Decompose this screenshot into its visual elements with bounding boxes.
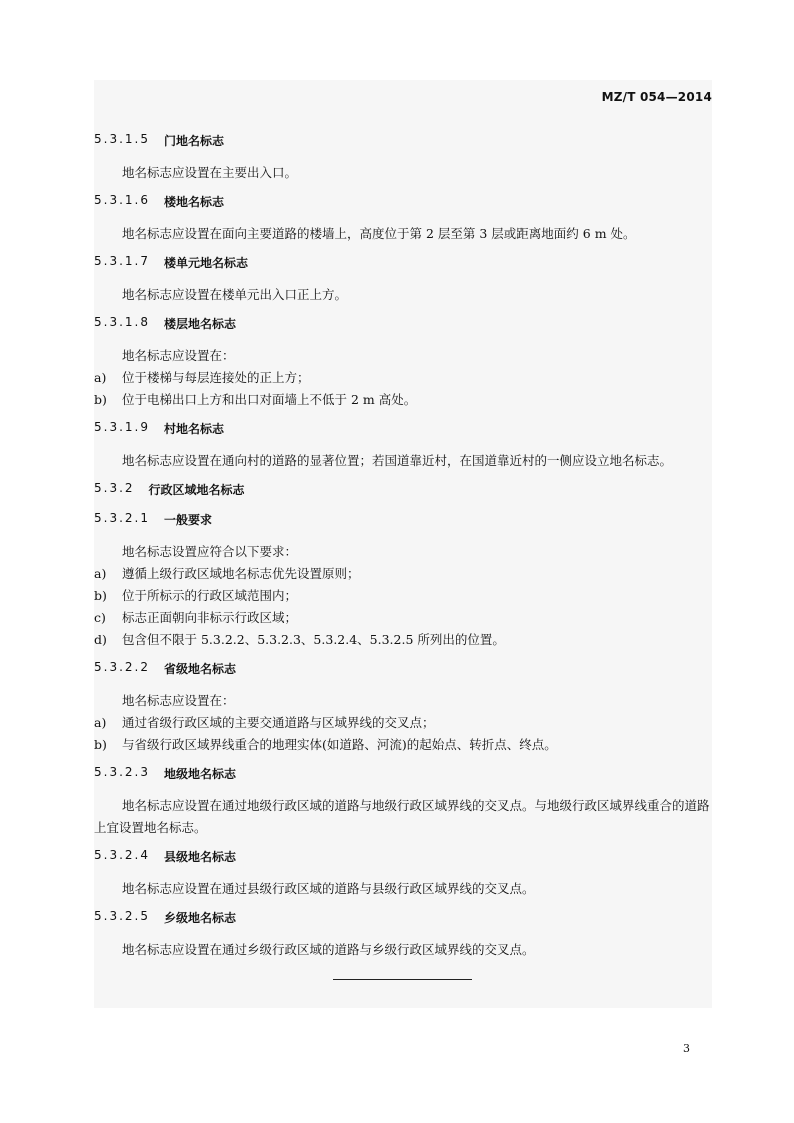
requirement-list	[94, 367, 718, 420]
list-marker: b)	[94, 392, 107, 407]
section-heading	[94, 511, 718, 541]
document-code: MZ/T 054—2014	[601, 90, 712, 104]
section-number: 5.3.1.8	[94, 315, 150, 329]
list-text: 位于楼梯与每层连接处的正上方；	[122, 370, 310, 385]
list-marker: d)	[94, 632, 107, 647]
section-number: 5.3.2.4	[94, 848, 150, 862]
requirement-list	[94, 563, 718, 660]
section-heading	[94, 481, 718, 511]
section-heading	[94, 660, 718, 690]
section-number: 5.3.2.1	[94, 511, 150, 525]
section-heading	[94, 315, 718, 345]
section-title: 乡级地名标志	[163, 911, 236, 925]
section-heading	[94, 909, 718, 939]
list-marker: a)	[94, 715, 107, 730]
section-paragraph: 地名标志应设置在通过县级行政区域的道路与县级行政区域界线的交叉点。	[122, 881, 535, 896]
list-text: 标志正面朝向非标示行政区域；	[122, 610, 298, 625]
list-item	[94, 607, 718, 629]
section-number: 5.3.1.9	[94, 420, 150, 434]
section-heading	[94, 420, 718, 450]
section-intro: 地名标志应设置在：	[122, 348, 235, 363]
section-heading	[94, 254, 718, 284]
section-intro: 地名标志应设置在：	[122, 693, 235, 708]
list-item	[94, 734, 718, 756]
list-marker: b)	[94, 588, 107, 603]
list-text: 与省级行政区域界线重合的地理实体(如道路、河流)的起始点、转折点、终点。	[122, 737, 557, 752]
list-text: 遵循上级行政区域地名标志优先设置原则；	[122, 566, 360, 581]
section-number: 5.3.2	[94, 481, 135, 495]
list-item	[94, 629, 718, 651]
section-number: 5.3.2.5	[94, 909, 150, 923]
section-paragraph: 地名标志应设置在通过乡级行政区域的道路与乡级行政区域界线的交叉点。	[122, 942, 535, 957]
list-marker: c)	[94, 610, 106, 625]
section-title: 门地名标志	[163, 134, 224, 148]
section-number: 5.3.2.3	[94, 765, 150, 779]
section-paragraph: 地名标志应设置在楼单元出入口正上方。	[122, 287, 348, 302]
section-paragraph: 地名标志应设置在面向主要道路的楼墙上，高度位于第 2 层至第 3 层或距离地面约 6 m 处。	[122, 226, 636, 241]
page-number: 3	[683, 1042, 690, 1055]
section-title: 楼层地名标志	[163, 317, 236, 331]
section-heading	[94, 193, 718, 223]
section-title: 省级地名标志	[163, 662, 236, 676]
list-marker: a)	[94, 370, 107, 385]
section-title: 县级地名标志	[163, 850, 236, 864]
section-title: 一般要求	[163, 513, 212, 527]
section-title: 村地名标志	[163, 422, 224, 436]
section-intro: 地名标志设置应符合以下要求：	[122, 544, 298, 559]
end-divider	[333, 979, 472, 980]
list-marker: a)	[94, 566, 107, 581]
section-number: 5.3.1.7	[94, 254, 150, 268]
list-item	[94, 585, 718, 607]
list-text: 位于电梯出口上方和出口对面墙上不低于 2 m 高处。	[122, 392, 417, 407]
section-title: 楼单元地名标志	[163, 256, 248, 270]
section-number: 5.3.1.5	[94, 132, 150, 146]
section-heading	[94, 132, 718, 162]
list-marker: b)	[94, 737, 107, 752]
section-title: 行政区域地名标志	[148, 483, 245, 497]
section-paragraph: 地名标志应设置在通向村的道路的显著位置；若国道靠近村，在国道靠近村的一侧应设立地名标志。	[122, 453, 673, 468]
document-body	[94, 132, 718, 970]
section-number: 5.3.2.2	[94, 660, 150, 674]
section-number: 5.3.1.6	[94, 193, 150, 207]
section-heading	[94, 765, 718, 795]
section-title: 地级地名标志	[163, 767, 236, 781]
list-text: 位于所标示的行政区域范围内；	[122, 588, 298, 603]
section-paragraph: 地名标志应设置在主要出入口。	[122, 165, 298, 180]
list-text: 通过省级行政区域的主要交通道路与区域界线的交叉点；	[122, 715, 435, 730]
list-item	[94, 389, 718, 411]
section-title: 楼地名标志	[163, 195, 224, 209]
list-item	[94, 367, 718, 389]
list-item	[94, 712, 718, 734]
section-paragraph: 地名标志应设置在通过地级行政区域的道路与地级行政区域界线的交叉点。与地级行政区域界线重合的道路上宜设置地名标志。	[94, 798, 710, 835]
list-item	[94, 563, 718, 585]
requirement-list	[94, 712, 718, 765]
section-heading	[94, 848, 718, 878]
list-text: 包含但不限于 5.3.2.2、5.3.2.3、5.3.2.4、5.3.2.5 所列出的位置。	[122, 632, 505, 647]
